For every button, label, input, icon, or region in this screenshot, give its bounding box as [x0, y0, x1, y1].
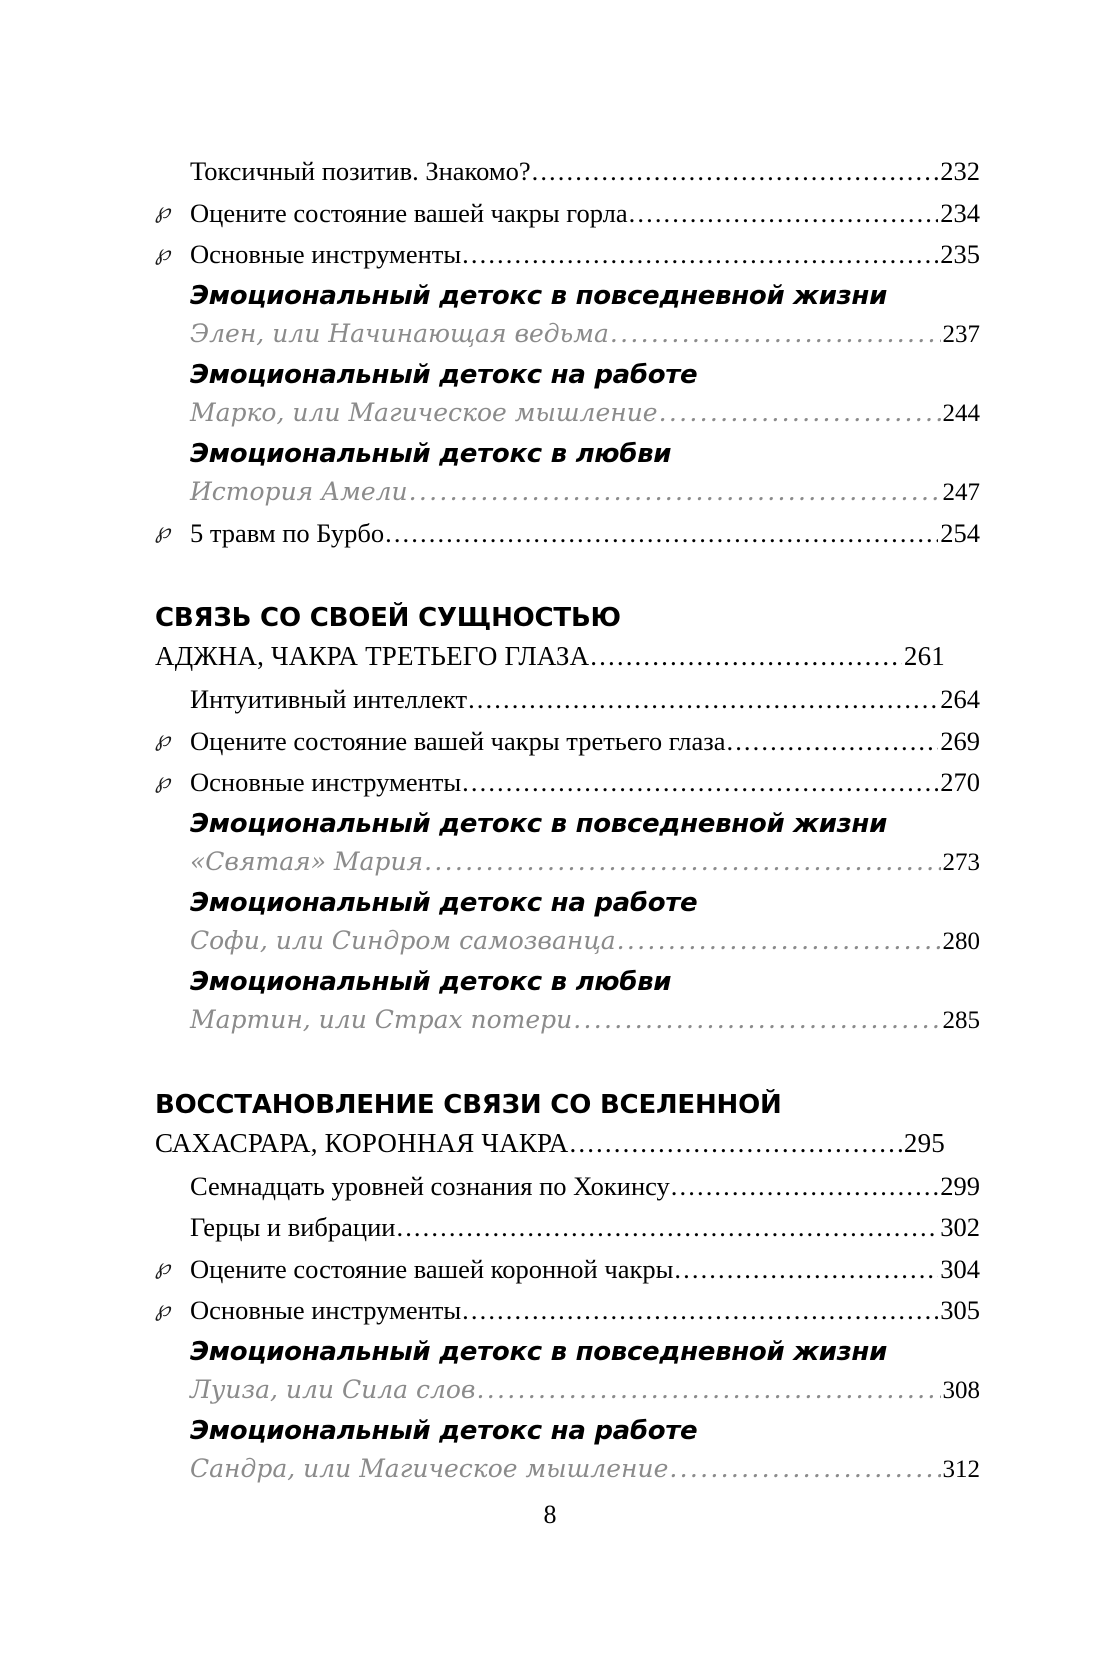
page-folio: 8 [543, 1500, 557, 1529]
toc-entry[interactable] [155, 769, 980, 796]
toc-entry-label: САХАСРАРА, КОРОННАЯ ЧАКРА [155, 1127, 569, 1158]
toc-page-number: 308 [942, 1376, 980, 1404]
toc-page-number: 302 [940, 1212, 980, 1242]
toc-story-entry[interactable] [155, 476, 980, 506]
toc-entry[interactable] [155, 197, 980, 228]
toc-entry[interactable] [155, 1170, 980, 1201]
toc-group-caption: Эмоциональный детокс в повседневной жизни [190, 1336, 888, 1367]
toc-entry-label: Софи, или Синдром самозванца [190, 925, 616, 955]
toc-section-heading: ВОССТАНОВЛЕНИЕ СВЯЗИ СО ВСЕЛЕННОЙ [155, 1089, 782, 1120]
toc-story-entry[interactable] [155, 397, 980, 427]
leader-dots [671, 1173, 938, 1200]
toc-entry-label: Основные инструменты [190, 239, 462, 269]
toc-story-entry[interactable] [155, 846, 980, 876]
toc-entry[interactable] [155, 1297, 980, 1324]
toc-entry-label: Луиза, или Сила слов [190, 1374, 476, 1404]
toc-entry-label: Основные инструменты [190, 1295, 462, 1325]
toc-entry-label: АДЖНА, ЧАКРА ТРЕТЬЕГО ГЛАЗА [155, 641, 590, 671]
ornament-icon: ℘ [155, 199, 171, 225]
leader-dots [570, 1130, 902, 1157]
toc-page-number: 232 [940, 156, 980, 186]
toc-page-number: 280 [942, 927, 980, 955]
section-spacer [155, 561, 945, 605]
ornament-icon: ℘ [155, 1255, 171, 1281]
leader-dots [532, 158, 939, 185]
toc-group-caption: Эмоциональный детокс в любви [190, 438, 672, 469]
leader-dots [617, 928, 941, 953]
toc-entry-label: Интуитивный интеллект [190, 684, 468, 714]
toc-group-caption: Эмоциональный детокс в повседневной жизни [190, 280, 888, 311]
toc-entry[interactable] [155, 1214, 980, 1241]
leader-dots [669, 1456, 940, 1481]
toc-page-number: 304 [940, 1253, 980, 1284]
leader-dots [385, 520, 938, 547]
toc-entry-label: Мартин, или Страх потери [190, 1004, 573, 1034]
toc-page-number: 269 [940, 725, 980, 756]
toc-page-number: 285 [942, 1006, 980, 1034]
toc-entry[interactable] [155, 1253, 980, 1284]
toc-chakra-entry[interactable] [155, 643, 945, 670]
leader-dots [424, 849, 940, 874]
toc-entry-label: Оцените состояние вашей чакры третьего глаза [190, 725, 726, 756]
toc-entry[interactable] [155, 686, 980, 713]
toc-page-number: 299 [940, 1170, 980, 1201]
toc-page-number: 235 [940, 239, 980, 269]
toc-chakra-entry[interactable] [155, 1127, 945, 1158]
toc-entry-label: «Святая» Мария [190, 846, 424, 876]
toc-page-number: 237 [942, 320, 980, 348]
toc-story-entry[interactable] [155, 925, 980, 955]
toc-page-number: 254 [940, 517, 980, 548]
toc-entry-label: Оцените состояние вашей чакры горла [190, 197, 628, 228]
toc-group-caption: Эмоциональный детокс на работе [190, 359, 698, 390]
section-spacer [155, 1048, 945, 1092]
toc-entry-label: История Амели [190, 476, 408, 506]
leader-dots [573, 1007, 940, 1032]
toc-story-entry[interactable] [155, 1374, 980, 1404]
leader-dots [468, 686, 938, 713]
toc-entry[interactable] [155, 241, 980, 268]
ornament-icon: ℘ [155, 1296, 171, 1322]
toc-group-caption: Эмоциональный детокс в любви [190, 966, 672, 997]
ornament-icon: ℘ [155, 768, 171, 794]
toc-page-number: 261 [903, 641, 945, 671]
leader-dots [462, 769, 938, 796]
toc-page-number: 295 [903, 1127, 945, 1158]
ornament-icon: ℘ [155, 727, 171, 753]
toc-list [155, 156, 980, 1497]
toc-entry[interactable] [155, 517, 980, 548]
toc-section-heading: СВЯЗЬ СО СВОЕЙ СУЩНОСТЬЮ [155, 603, 621, 633]
toc-story-entry[interactable] [155, 1453, 980, 1483]
toc-entry-label: Семнадцать уровней сознания по Хокинсу [190, 1170, 670, 1201]
leader-dots [462, 1297, 938, 1324]
leader-dots [726, 728, 938, 755]
toc-page-number: 305 [940, 1295, 980, 1325]
toc-page-number: 273 [942, 848, 980, 876]
toc-entry-label: Основные инструменты [190, 767, 462, 797]
toc-entry-label: Элен, или Начинающая ведьма [190, 318, 609, 348]
toc-entry[interactable] [155, 725, 980, 756]
leader-dots [409, 479, 941, 504]
toc-entry-label: 5 травм по Бурбо [190, 517, 385, 548]
toc-entry-label: Токсичный позитив. Знакомо? [190, 156, 531, 186]
leader-dots [462, 241, 938, 268]
toc-entry-label: Сандра, или Магическое мышление [190, 1453, 669, 1483]
leader-dots [674, 1256, 938, 1283]
leader-dots [477, 1377, 941, 1402]
toc-page-number: 234 [940, 197, 980, 228]
leader-dots [590, 643, 902, 670]
toc-page-number: 264 [940, 684, 980, 714]
toc-story-entry[interactable] [155, 318, 980, 348]
toc-entry-label: Марко, или Магическое мышление [190, 397, 658, 427]
toc-story-entry[interactable] [155, 1004, 980, 1034]
toc-group-caption: Эмоциональный детокс на работе [190, 887, 698, 918]
ornament-icon: ℘ [155, 240, 171, 266]
leader-dots [659, 400, 941, 425]
toc-page-number: 270 [940, 767, 980, 797]
toc-entry-label: Герцы и вибрации [190, 1212, 396, 1242]
toc-page-number: 312 [942, 1455, 980, 1483]
leader-dots [610, 321, 941, 346]
toc-page-number: 244 [942, 399, 980, 427]
toc-group-caption: Эмоциональный детокс в повседневной жизни [190, 808, 888, 839]
leader-dots [629, 200, 939, 227]
toc-entry-label: Оцените состояние вашей коронной чакры [190, 1253, 674, 1284]
toc-entry[interactable] [155, 158, 980, 185]
toc-group-caption: Эмоциональный детокс на работе [190, 1415, 698, 1446]
ornament-icon: ℘ [155, 519, 171, 545]
toc-page-number: 247 [942, 478, 980, 506]
leader-dots [396, 1214, 938, 1241]
